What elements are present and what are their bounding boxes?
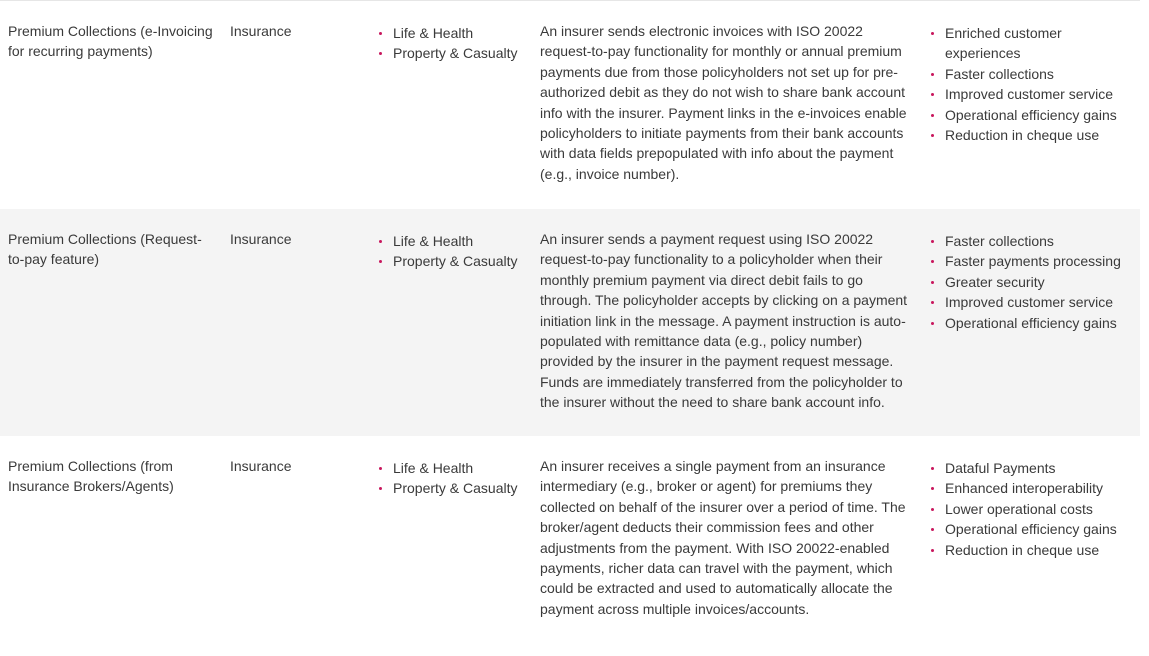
benefit-label: Improved customer service [945, 294, 1114, 311]
segment-label: Life & Health [393, 25, 474, 41]
benefit-item [930, 292, 1130, 312]
segment-label: Property & Casualty [393, 480, 518, 497]
segment-item [378, 458, 528, 478]
benefit-label: Enhanced interoperability [945, 480, 1103, 497]
benefit-label: Greater security [945, 273, 1045, 290]
bullet-icon [931, 301, 934, 304]
bullet-icon [931, 467, 934, 470]
benefit-label: Reduction in cheque use [945, 541, 1100, 558]
bullet-icon [931, 487, 934, 490]
table-row [0, 1, 1140, 209]
segment-label: Life & Health [393, 460, 474, 476]
benefit-item [930, 272, 1130, 292]
segment-item [378, 231, 528, 251]
table-row [0, 436, 1140, 656]
benefit-item [930, 251, 1130, 271]
benefit-item [930, 105, 1130, 125]
bullet-icon [379, 260, 382, 263]
segment-label: Life & Health [393, 233, 474, 249]
segment-item [378, 251, 528, 271]
bullet-icon [379, 32, 382, 35]
bullet-icon [379, 467, 382, 470]
segment-label: Property & Casualty [393, 45, 518, 62]
use-case-name: Premium Collections (Request-to-pay feature) [8, 231, 202, 268]
bullet-icon [931, 281, 934, 284]
bullet-icon [379, 52, 382, 55]
use-case-description: An insurer receives a single payment from an insurance intermediary (e.g., broker or agent) for premiums they collected on behalf of the insurer over a period of time. The broker/agent deducts their commission fees and other adjustments from the payment. With ISO 20022-enabled payments, richer data can travel with the payment, which could be extracted and used to automatically allocate the payment across multiple invoices/accounts. [540, 458, 906, 617]
benefit-item [930, 519, 1130, 539]
benefit-item [930, 478, 1130, 498]
benefit-label: Enriched customer experiences [945, 25, 1062, 62]
benefit-label: Faster payments processing [945, 253, 1121, 270]
benefit-item [930, 313, 1130, 333]
bullet-icon [931, 528, 934, 531]
segment-item [378, 23, 528, 43]
benefit-label: Reduction in cheque use [945, 127, 1100, 144]
industry: Insurance [230, 458, 292, 474]
benefits-list [930, 231, 1130, 333]
industry: Insurance [230, 231, 292, 247]
segment-item [378, 43, 528, 63]
benefit-item [930, 23, 1130, 64]
benefit-label: Faster collections [945, 65, 1054, 82]
segments-list [378, 458, 528, 499]
industry: Insurance [230, 23, 292, 39]
segment-item [378, 478, 528, 498]
benefit-item [930, 231, 1130, 251]
segment-label: Property & Casualty [393, 253, 518, 270]
benefit-item [930, 540, 1130, 560]
use-case-name: Premium Collections (from Insurance Brokers/Agents) [8, 458, 174, 495]
segments-list [378, 231, 528, 272]
benefit-label: Operational efficiency gains [945, 314, 1117, 331]
use-case-description: An insurer sends electronic invoices with ISO 20022 request-to-pay functionality for monthly or annual premium payments due from those policyholders not set up for pre-authorized debit as they do not wish to share bank account info with the insurer. Payment links in the e-invoices enable policyholders to initiate payments from their bank accounts with data fields prepopulated with info about the payment (e.g., invoice number). [540, 23, 907, 182]
bullet-icon [379, 240, 382, 243]
benefit-label: Lower operational costs [945, 500, 1093, 517]
benefit-label: Dataful Payments [945, 460, 1056, 476]
use-case-name: Premium Collections (e-Invoicing for recurring payments) [8, 23, 213, 60]
bullet-icon [931, 93, 934, 96]
benefits-list [930, 23, 1130, 145]
benefit-label: Improved customer service [945, 86, 1114, 103]
benefit-item [930, 84, 1130, 104]
bullet-icon [931, 549, 934, 552]
benefit-label: Operational efficiency gains [945, 106, 1117, 123]
bullet-icon [931, 73, 934, 76]
bullet-icon [931, 134, 934, 137]
benefit-item [930, 64, 1130, 84]
bullet-icon [931, 322, 934, 325]
benefit-item [930, 499, 1130, 519]
benefits-list [930, 458, 1130, 560]
benefit-label: Operational efficiency gains [945, 521, 1117, 538]
use-case-description: An insurer sends a payment request using ISO 20022 request-to-pay functionality to a policyholder when their monthly premium payment via direct debit fails to go through. The policyholder accepts by clicking on a payment initiation link in the message. A payment instruction is auto-populated with remittance data (e.g., policy number) provided by the insurer in the payment request message. Funds are immediately transferred from the policyholder to the insurer without the need to share bank account info. [540, 231, 908, 411]
benefit-item [930, 458, 1130, 478]
benefit-item [930, 125, 1130, 145]
segments-list [378, 23, 528, 64]
bullet-icon [931, 32, 934, 35]
table-row [0, 209, 1140, 436]
bullet-icon [931, 260, 934, 263]
benefit-label: Faster collections [945, 233, 1054, 249]
bullet-icon [379, 487, 382, 490]
bullet-icon [931, 114, 934, 117]
bullet-icon [931, 508, 934, 511]
bullet-icon [931, 240, 934, 243]
